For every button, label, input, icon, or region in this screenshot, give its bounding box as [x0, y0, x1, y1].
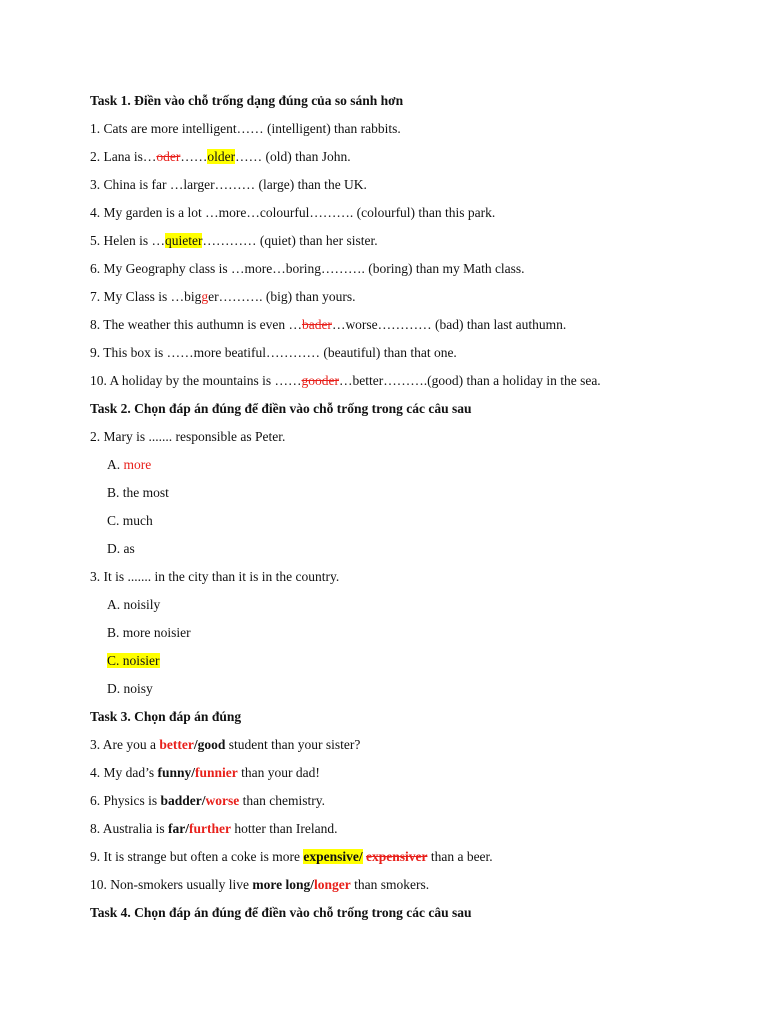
chosen-answer: better [159, 737, 194, 752]
task2-q2-option-a: A. more [107, 457, 152, 472]
task1-sentence-5: 5. Helen is …quieter………… (quiet) than her sister. [90, 233, 378, 248]
task3-sentence-6: 6. Physics is badder/worse than chemistry. [90, 793, 326, 808]
corrected-letter: g [201, 289, 209, 304]
task3-sentence-3: 3. Are you a better/good student than your sister? [90, 737, 361, 752]
task2-q3-option-c [90, 650, 710, 678]
task2-q3-option-d: D. noisy [107, 681, 153, 696]
struck-answer: bader [301, 317, 332, 332]
highlighted-answer: quieter [165, 233, 203, 248]
task1-sentence-7: 7. My Class is …bigger………. (big) than yours. [90, 289, 356, 304]
highlighted-answer: older [207, 149, 236, 164]
task1-sentence-6: 6. My Geography class is …more…boring………. (boring) than my Math class. [90, 261, 525, 276]
task1-heading: Task 1. Điền vào chỗ trống dạng đúng của so sánh hơn [90, 93, 404, 108]
task2-question-2: 2. Mary is ....... responsible as Peter. [90, 429, 286, 444]
selected-answer: more [123, 457, 152, 472]
task1-sentence-4: 4. My garden is a lot …more…colourful………. (colourful) than this park. [90, 205, 496, 220]
task1-sentence-9: 9. This box is ……more beatiful………… (beautiful) than that one. [90, 345, 457, 360]
task3-sentence-8: 8. Australia is far/further hotter than Ireland. [90, 821, 338, 836]
task1-sentence-1: 1. Cats are more intelligent…… (intelligent) than rabbits. [90, 121, 401, 136]
chosen-answer: expensive/ [303, 849, 363, 864]
task2-heading: Task 2. Chọn đáp án đúng để điền vào chỗ trống trong các câu sau [90, 401, 472, 416]
task2-q2-option-d: D. as [107, 541, 135, 556]
chosen-answer: longer [313, 877, 351, 892]
task1-sentence-8: 8. The weather this authumn is even …bader…worse………… (bad) than last authumn. [90, 317, 567, 332]
task3-sentence-10: 10. Non-smokers usually live more long/longer than smokers. [90, 877, 430, 892]
task2-q2-option-b: B. the most [107, 485, 169, 500]
chosen-answer: funnier [195, 765, 238, 780]
selected-answer: C. noisier [107, 653, 160, 668]
task4-heading: Task 4. Chọn đáp án đúng để điền vào chỗ trống trong các câu sau [90, 905, 472, 920]
chosen-answer: further [189, 821, 231, 836]
task2-q3-option-a: A. noisily [107, 597, 161, 612]
struck-answer: expensiver [365, 849, 428, 864]
struck-answer: gooder [301, 373, 339, 388]
task1-sentence-10: 10. A holiday by the mountains is ……gooder…better……….(good) than a holiday in the sea. [90, 373, 601, 388]
task2-q3-option-b: B. more noisier [107, 625, 191, 640]
task3-sentence-9: 9. It is strange but often a coke is more expensive/ expensiver than a beer. [90, 849, 493, 864]
task1-sentence-3: 3. China is far …larger……… (large) than the UK. [90, 177, 367, 192]
task2-question-3: 3. It is ....... in the city than it is in the country. [90, 569, 340, 584]
task1-sentence-2: 2. Lana is…oder……older…… (old) than John. [90, 149, 351, 164]
struck-answer: oder [156, 149, 181, 164]
task2-q2-option-c: C. much [107, 513, 153, 528]
chosen-answer: worse [205, 793, 240, 808]
task3-sentence-4: 4. My dad’s funny/funnier than your dad! [90, 765, 320, 780]
worksheet [90, 90, 710, 930]
task3-heading: Task 3. Chọn đáp án đúng [90, 709, 242, 724]
